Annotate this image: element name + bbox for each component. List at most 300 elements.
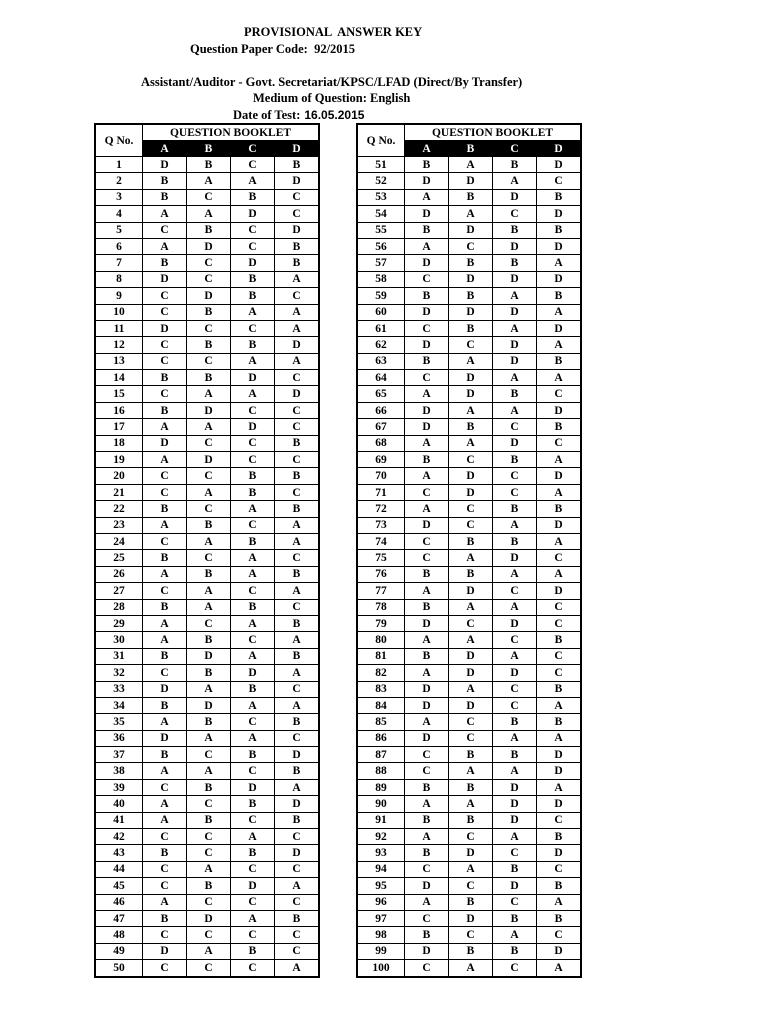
- answer-booklet-c: C: [493, 681, 537, 697]
- answer-table-left: [94, 123, 320, 978]
- booklet-a-header: A: [405, 141, 449, 157]
- answer-booklet-a: D: [405, 255, 449, 271]
- answer-booklet-c: D: [493, 812, 537, 828]
- question-number: 20: [95, 468, 143, 484]
- question-number: 67: [357, 419, 405, 435]
- answer-row: [95, 861, 319, 877]
- answer-booklet-d: A: [537, 566, 582, 582]
- answer-booklet-c: C: [231, 960, 275, 977]
- answer-booklet-c: B: [231, 845, 275, 861]
- answer-row: [357, 960, 581, 977]
- answer-booklet-b: C: [187, 747, 231, 763]
- answer-booklet-b: C: [187, 189, 231, 205]
- answer-booklet-c: B: [493, 386, 537, 402]
- answer-booklet-a: B: [143, 501, 187, 517]
- answer-booklet-c: C: [493, 894, 537, 910]
- answer-row: [95, 943, 319, 959]
- answer-booklet-a: A: [143, 763, 187, 779]
- question-number: 27: [95, 583, 143, 599]
- answer-booklet-d: D: [537, 238, 582, 254]
- answer-booklet-d: B: [275, 763, 320, 779]
- answer-row: [357, 763, 581, 779]
- answer-booklet-d: B: [275, 812, 320, 828]
- answer-booklet-a: A: [405, 583, 449, 599]
- answer-booklet-c: B: [231, 484, 275, 500]
- question-paper-code: Question Paper Code: 92/2015: [190, 42, 356, 56]
- answer-booklet-d: B: [275, 615, 320, 631]
- answer-booklet-a: B: [143, 550, 187, 566]
- answer-row: [357, 452, 581, 468]
- answer-booklet-c: D: [231, 665, 275, 681]
- exam-name: Assistant/Auditor - Govt. Secretariat/KPSC/LFAD (Direct/By Transfer): [141, 75, 523, 89]
- answer-booklet-b: C: [449, 452, 493, 468]
- answer-booklet-c: A: [231, 829, 275, 845]
- answer-booklet-a: B: [405, 222, 449, 238]
- answer-booklet-d: B: [537, 189, 582, 205]
- answer-row: [95, 927, 319, 943]
- answer-booklet-a: A: [405, 501, 449, 517]
- answer-booklet-c: C: [493, 583, 537, 599]
- answer-booklet-c: A: [493, 173, 537, 189]
- answer-row: [95, 501, 319, 517]
- answer-booklet-c: B: [493, 714, 537, 730]
- answer-booklet-c: B: [231, 943, 275, 959]
- question-number: 31: [95, 648, 143, 664]
- question-number: 26: [95, 566, 143, 582]
- answer-booklet-a: D: [405, 173, 449, 189]
- answer-booklet-b: C: [187, 615, 231, 631]
- answer-row: [357, 861, 581, 877]
- question-number: 40: [95, 796, 143, 812]
- answer-booklet-d: C: [537, 665, 582, 681]
- answer-booklet-b: C: [187, 271, 231, 287]
- answer-booklet-c: B: [493, 452, 537, 468]
- answer-booklet-a: B: [405, 353, 449, 369]
- answer-row: [357, 910, 581, 926]
- answer-row: [95, 271, 319, 287]
- question-number: 100: [357, 960, 405, 977]
- question-number: 28: [95, 599, 143, 615]
- answer-booklet-d: A: [275, 960, 320, 977]
- answer-booklet-d: B: [275, 648, 320, 664]
- answer-booklet-c: C: [231, 861, 275, 877]
- answer-booklet-b: A: [187, 730, 231, 746]
- answer-booklet-b: B: [449, 894, 493, 910]
- answer-booklet-c: D: [493, 435, 537, 451]
- answer-booklet-b: D: [449, 583, 493, 599]
- answer-booklet-b: A: [449, 861, 493, 877]
- answer-booklet-d: B: [275, 255, 320, 271]
- answer-booklet-d: D: [537, 517, 582, 533]
- answer-booklet-c: B: [231, 271, 275, 287]
- answer-booklet-c: A: [231, 648, 275, 664]
- answer-booklet-d: A: [275, 632, 320, 648]
- answer-booklet-b: C: [449, 501, 493, 517]
- answer-booklet-d: C: [275, 288, 320, 304]
- answer-booklet-d: C: [275, 681, 320, 697]
- question-booklet-header: QUESTION BOOKLET: [405, 124, 582, 141]
- question-number: 5: [95, 222, 143, 238]
- answer-booklet-c: A: [231, 353, 275, 369]
- answer-booklet-c: C: [493, 484, 537, 500]
- answer-booklet-b: B: [449, 189, 493, 205]
- answer-row: [95, 648, 319, 664]
- question-number: 12: [95, 337, 143, 353]
- answer-booklet-b: C: [449, 829, 493, 845]
- question-number: 91: [357, 812, 405, 828]
- answer-booklet-a: B: [405, 845, 449, 861]
- question-number: 38: [95, 763, 143, 779]
- answer-booklet-a: A: [143, 894, 187, 910]
- question-number: 74: [357, 533, 405, 549]
- answer-booklet-d: D: [275, 845, 320, 861]
- answer-booklet-d: A: [537, 960, 582, 977]
- answer-booklet-d: B: [537, 353, 582, 369]
- answer-booklet-c: B: [493, 157, 537, 173]
- answer-booklet-c: A: [231, 501, 275, 517]
- answer-booklet-c: D: [231, 878, 275, 894]
- answer-booklet-b: A: [449, 206, 493, 222]
- answer-row: [95, 419, 319, 435]
- answer-booklet-d: D: [537, 747, 582, 763]
- question-number: 2: [95, 173, 143, 189]
- answer-booklet-c: B: [231, 796, 275, 812]
- answer-booklet-a: A: [405, 435, 449, 451]
- answer-booklet-c: C: [493, 419, 537, 435]
- answer-booklet-b: D: [449, 271, 493, 287]
- answer-booklet-a: C: [405, 910, 449, 926]
- answer-booklet-d: A: [275, 533, 320, 549]
- answer-row: [357, 189, 581, 205]
- answer-booklet-a: D: [405, 730, 449, 746]
- answer-booklet-a: A: [405, 894, 449, 910]
- answer-table-right: [356, 123, 582, 978]
- answer-booklet-a: C: [405, 320, 449, 336]
- answer-booklet-a: A: [405, 468, 449, 484]
- question-number: 35: [95, 714, 143, 730]
- answer-booklet-c: A: [231, 386, 275, 402]
- question-number: 36: [95, 730, 143, 746]
- question-number: 51: [357, 157, 405, 173]
- answer-booklet-c: D: [493, 337, 537, 353]
- question-number: 34: [95, 697, 143, 713]
- answer-booklet-d: A: [275, 517, 320, 533]
- answer-booklet-d: C: [537, 648, 582, 664]
- answer-booklet-b: D: [187, 238, 231, 254]
- answer-booklet-d: A: [537, 779, 582, 795]
- answer-booklet-a: A: [143, 615, 187, 631]
- answer-booklet-b: B: [449, 747, 493, 763]
- question-number: 64: [357, 370, 405, 386]
- answer-booklet-c: D: [493, 665, 537, 681]
- answer-booklet-c: D: [493, 189, 537, 205]
- answer-row: [95, 632, 319, 648]
- question-number: 41: [95, 812, 143, 828]
- answer-booklet-c: C: [231, 157, 275, 173]
- question-number: 37: [95, 747, 143, 763]
- answer-booklet-d: D: [275, 173, 320, 189]
- answer-booklet-b: D: [449, 173, 493, 189]
- answer-booklet-d: D: [537, 943, 582, 959]
- answer-booklet-d: B: [537, 222, 582, 238]
- answer-row: [95, 255, 319, 271]
- answer-booklet-c: A: [493, 599, 537, 615]
- answer-booklet-c: D: [493, 353, 537, 369]
- answer-booklet-d: B: [275, 501, 320, 517]
- question-number: 1: [95, 157, 143, 173]
- answer-booklet-c: B: [493, 501, 537, 517]
- answer-row: [95, 583, 319, 599]
- answer-booklet-d: A: [275, 304, 320, 320]
- answer-booklet-d: A: [537, 370, 582, 386]
- question-number: 49: [95, 943, 143, 959]
- answer-booklet-c: A: [493, 730, 537, 746]
- answer-row: [357, 517, 581, 533]
- question-number: 11: [95, 320, 143, 336]
- answer-booklet-b: A: [449, 681, 493, 697]
- answer-booklet-a: C: [143, 960, 187, 977]
- answer-booklet-d: C: [537, 550, 582, 566]
- question-number: 52: [357, 173, 405, 189]
- answer-booklet-b: C: [187, 320, 231, 336]
- answer-row: [357, 501, 581, 517]
- answer-booklet-b: D: [449, 910, 493, 926]
- answer-booklet-b: B: [187, 157, 231, 173]
- question-number: 22: [95, 501, 143, 517]
- answer-booklet-c: B: [493, 747, 537, 763]
- answer-booklet-a: B: [405, 648, 449, 664]
- question-number: 73: [357, 517, 405, 533]
- answer-row: [357, 484, 581, 500]
- answer-booklet-a: B: [405, 452, 449, 468]
- answer-booklet-c: A: [493, 517, 537, 533]
- answer-booklet-b: C: [449, 615, 493, 631]
- question-number: 48: [95, 927, 143, 943]
- answer-booklet-c: D: [493, 615, 537, 631]
- answer-booklet-a: C: [143, 878, 187, 894]
- question-number: 4: [95, 206, 143, 222]
- answer-booklet-b: A: [449, 796, 493, 812]
- answer-booklet-d: A: [537, 255, 582, 271]
- question-number: 87: [357, 747, 405, 763]
- answer-booklet-a: B: [143, 189, 187, 205]
- answer-booklet-d: C: [275, 599, 320, 615]
- answer-booklet-b: B: [187, 878, 231, 894]
- answer-booklet-a: B: [143, 845, 187, 861]
- answer-row: [95, 747, 319, 763]
- answer-booklet-c: B: [231, 288, 275, 304]
- answer-booklet-b: B: [187, 714, 231, 730]
- answer-row: [357, 894, 581, 910]
- question-number: 56: [357, 238, 405, 254]
- question-number: 10: [95, 304, 143, 320]
- answer-row: [357, 533, 581, 549]
- answer-booklet-c: C: [231, 894, 275, 910]
- answer-booklet-b: A: [449, 435, 493, 451]
- question-number: 61: [357, 320, 405, 336]
- question-number: 90: [357, 796, 405, 812]
- answer-booklet-a: A: [405, 829, 449, 845]
- answer-booklet-b: D: [187, 697, 231, 713]
- answer-booklet-d: B: [537, 910, 582, 926]
- answer-row: [95, 533, 319, 549]
- answer-booklet-a: A: [405, 386, 449, 402]
- answer-booklet-a: C: [405, 533, 449, 549]
- answer-booklet-b: A: [187, 484, 231, 500]
- answer-row: [357, 271, 581, 287]
- answer-row: [357, 386, 581, 402]
- question-number: 8: [95, 271, 143, 287]
- answer-row: [357, 304, 581, 320]
- answer-booklet-c: D: [493, 550, 537, 566]
- answer-booklet-b: C: [449, 878, 493, 894]
- answer-booklet-b: B: [187, 779, 231, 795]
- answer-booklet-b: C: [187, 845, 231, 861]
- answer-row: [95, 452, 319, 468]
- answer-booklet-a: B: [143, 648, 187, 664]
- answer-row: [357, 845, 581, 861]
- answer-booklet-a: B: [405, 927, 449, 943]
- question-number: 57: [357, 255, 405, 271]
- answer-booklet-b: C: [449, 714, 493, 730]
- booklet-c-header: C: [231, 141, 275, 157]
- answer-booklet-b: C: [449, 730, 493, 746]
- answer-row: [95, 386, 319, 402]
- answer-booklet-a: C: [143, 665, 187, 681]
- answer-booklet-d: C: [537, 812, 582, 828]
- answer-booklet-a: D: [143, 681, 187, 697]
- answer-booklet-c: C: [231, 927, 275, 943]
- answer-row: [95, 812, 319, 828]
- answer-row: [357, 206, 581, 222]
- answer-booklet-a: A: [143, 517, 187, 533]
- answer-booklet-c: C: [231, 222, 275, 238]
- answer-row: [357, 435, 581, 451]
- answer-row: [95, 615, 319, 631]
- question-number: 98: [357, 927, 405, 943]
- answer-booklet-d: D: [537, 583, 582, 599]
- answer-booklet-d: C: [275, 927, 320, 943]
- answer-booklet-a: D: [405, 402, 449, 418]
- answer-booklet-b: B: [187, 337, 231, 353]
- answer-booklet-a: C: [143, 861, 187, 877]
- answer-booklet-d: B: [537, 632, 582, 648]
- question-number: 97: [357, 910, 405, 926]
- answer-row: [95, 763, 319, 779]
- question-number: 79: [357, 615, 405, 631]
- answer-booklet-c: C: [493, 206, 537, 222]
- answer-booklet-d: B: [275, 910, 320, 926]
- answer-booklet-a: D: [405, 943, 449, 959]
- answer-booklet-c: A: [493, 566, 537, 582]
- question-number: 93: [357, 845, 405, 861]
- date-of-test: [233, 108, 364, 123]
- answer-booklet-d: D: [537, 271, 582, 287]
- answer-booklet-c: A: [493, 648, 537, 664]
- answer-booklet-c: B: [493, 943, 537, 959]
- answer-booklet-b: C: [187, 550, 231, 566]
- answer-booklet-a: D: [143, 320, 187, 336]
- answer-booklet-b: D: [187, 648, 231, 664]
- answer-booklet-b: A: [187, 943, 231, 959]
- answer-booklet-d: A: [537, 894, 582, 910]
- answer-row: [357, 222, 581, 238]
- answer-row: [357, 419, 581, 435]
- question-number: 43: [95, 845, 143, 861]
- answer-booklet-b: D: [449, 484, 493, 500]
- answer-booklet-c: A: [231, 697, 275, 713]
- answer-booklet-c: C: [231, 583, 275, 599]
- answer-booklet-c: A: [231, 730, 275, 746]
- answer-booklet-d: A: [537, 697, 582, 713]
- booklet-d-header: D: [275, 141, 320, 157]
- answer-row: [357, 730, 581, 746]
- answer-row: [357, 353, 581, 369]
- answer-booklet-c: C: [493, 632, 537, 648]
- answer-booklet-b: D: [449, 665, 493, 681]
- question-number: 84: [357, 697, 405, 713]
- answer-row: [95, 697, 319, 713]
- answer-booklet-c: C: [231, 435, 275, 451]
- answer-booklet-b: A: [449, 353, 493, 369]
- answer-booklet-d: D: [275, 386, 320, 402]
- answer-row: [357, 238, 581, 254]
- answer-booklet-a: D: [405, 517, 449, 533]
- question-number: 54: [357, 206, 405, 222]
- answer-row: [357, 665, 581, 681]
- question-number: 16: [95, 402, 143, 418]
- answer-booklet-a: B: [405, 157, 449, 173]
- answer-booklet-c: C: [231, 632, 275, 648]
- answer-booklet-d: C: [537, 615, 582, 631]
- answer-booklet-d: A: [537, 304, 582, 320]
- answer-booklet-c: B: [231, 189, 275, 205]
- answer-row: [95, 779, 319, 795]
- question-number: 17: [95, 419, 143, 435]
- question-number: 25: [95, 550, 143, 566]
- answer-booklet-c: A: [493, 763, 537, 779]
- answer-booklet-c: C: [231, 402, 275, 418]
- answer-booklet-c: D: [493, 238, 537, 254]
- answer-booklet-c: D: [493, 779, 537, 795]
- answer-row: [95, 517, 319, 533]
- answer-booklet-b: B: [449, 779, 493, 795]
- answer-row: [357, 779, 581, 795]
- answer-booklet-c: A: [493, 402, 537, 418]
- answer-booklet-b: A: [187, 763, 231, 779]
- answer-booklet-b: B: [187, 304, 231, 320]
- booklet-a-header: A: [143, 141, 187, 157]
- answer-booklet-c: B: [231, 681, 275, 697]
- answer-booklet-d: D: [275, 337, 320, 353]
- answer-booklet-a: D: [405, 304, 449, 320]
- answer-booklet-a: C: [405, 550, 449, 566]
- answer-booklet-a: B: [143, 599, 187, 615]
- answer-booklet-c: C: [231, 763, 275, 779]
- answer-booklet-a: D: [143, 271, 187, 287]
- answer-row: [357, 320, 581, 336]
- question-number: 44: [95, 861, 143, 877]
- answer-row: [357, 255, 581, 271]
- answer-booklet-a: B: [143, 370, 187, 386]
- answer-booklet-d: B: [275, 238, 320, 254]
- question-number: 6: [95, 238, 143, 254]
- question-number: 69: [357, 452, 405, 468]
- answer-booklet-a: C: [143, 353, 187, 369]
- answer-booklet-c: C: [231, 714, 275, 730]
- answer-booklet-a: A: [405, 632, 449, 648]
- answer-row: [95, 206, 319, 222]
